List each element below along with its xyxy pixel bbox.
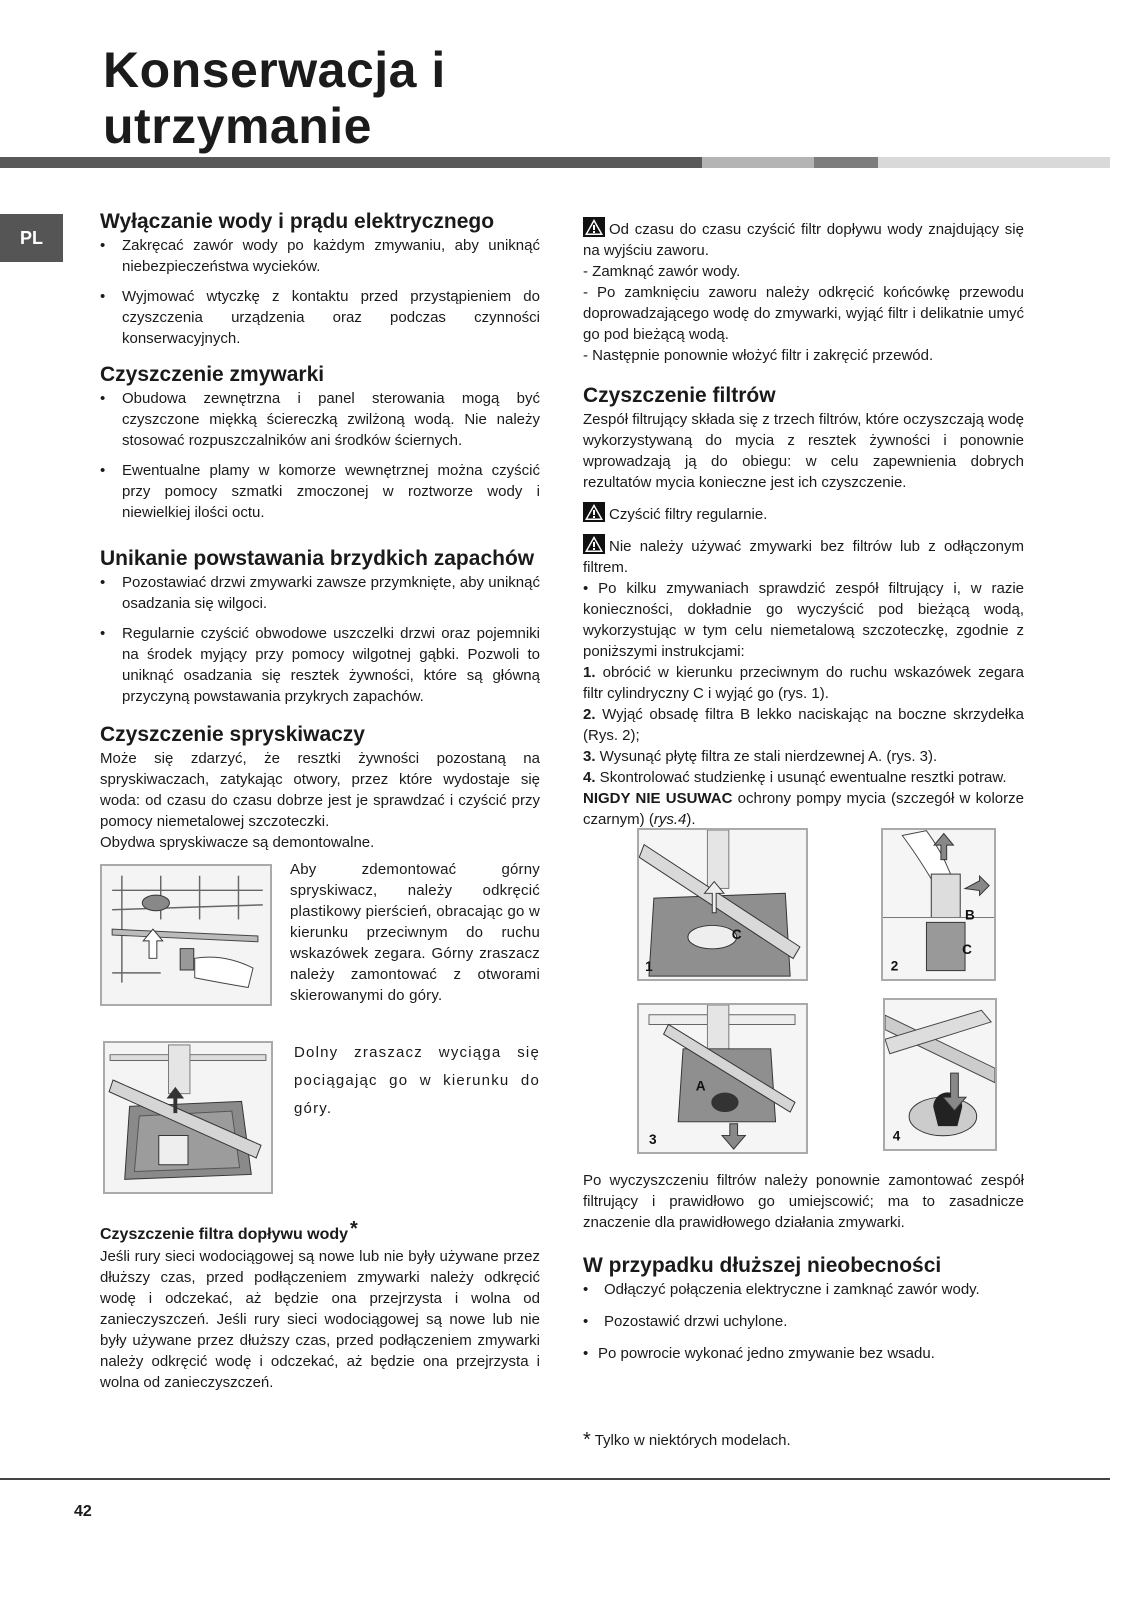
list-item: • Ewentualne plamy w komorze wewnętrznej można czyścić przy pomocy szmatki zmoczonej w roztworze wody i niewielkiej ilości octu. bbox=[100, 460, 540, 523]
filter-step-3: 3. Wysunąć płytę filtra ze stali nierdzewnej A. (rys. 3). bbox=[583, 748, 938, 765]
asterisk: * bbox=[583, 1429, 591, 1451]
filter-c-label: C bbox=[731, 927, 742, 943]
footer-rule bbox=[0, 1478, 1110, 1480]
section-title-inlet-filter: Czyszczenie filtra dopływu wody * bbox=[100, 1218, 358, 1243]
filter-step-1: 1. obrócić w kierunku przeciwnym do ruchu wskazówek zegara filtr cylindryczny C i wyjąć go (rys. 1). bbox=[583, 664, 1024, 702]
header-bar-pale bbox=[878, 157, 1110, 168]
filter-step-2: 2. Wyjąć obsadę filtra B lekko naciskając na boczne skrzydełka (Rys. 2); bbox=[583, 706, 1024, 744]
title-line-2: utrzymanie bbox=[103, 98, 372, 154]
filters-intro: Zespół filtrujący składa się z trzech filtrów, które oczyszczają wodę wykorzystywaną do mycia z resztek żywności i ponownie wprowadzają ją do obiegu: w celu zapewnienia dobrych rezultatów mycia konieczne jest ich czyszczenie. bbox=[583, 411, 1024, 491]
list-item: • Regularnie czyścić obwodowe uszczelki drzwi oraz pojemniki na środek myjący przy pomocy wilgotnej gąbki. Pozwoli to uniknąć osadzania się resztek żywności, które są główną przyczyną powstawania przykrych zapachów. bbox=[100, 623, 540, 707]
step-reinsert-filter: - Następnie ponownie włożyć filtr i zakręcić przewód. bbox=[583, 347, 934, 364]
upper-spray-arm-text: Aby zdemontować górny spryskiwacz, należy odkręcić plastikowy pierścień, obracając go w kierunku przeciwnym do ruchu wskazówek zegara. Górny zraszacz należy zamontować z otworami skierowanymi do góry. bbox=[290, 861, 540, 1004]
filter-step-4: 4. Skontrolować studzienkę i usunąć ewentualne resztki potraw. NIGDY NIE USUWAC ochrony pompy mycia (szczegół w kolorze czarnym) (rys.4). bbox=[583, 769, 1024, 828]
list-item: • Odłączyć połączenia elektryczne i zamknąć zawór wody. bbox=[583, 1279, 1024, 1300]
warning-clean-filters: Czyścić filtry regularnie. bbox=[583, 502, 1024, 525]
warning-no-filters: Nie należy używać zmywarki bez filtrów lub z odłączonym filtrem. bbox=[583, 534, 1024, 578]
asterisk: * bbox=[350, 1218, 358, 1240]
footnote: * Tylko w niektórych modelach. bbox=[583, 1429, 791, 1451]
list-item: • Zakręcać zawór wody po każdym zmywaniu, aby uniknąć niebezpieczeństwa wycieków. bbox=[100, 235, 540, 277]
after-cleaning-text: Po wyczyszczeniu filtrów należy ponownie zamontować zespół filtrujący i prawidłowo go umiejscowić; ma to zasadnicze znaczenie dla prawidłowego działania zmywarki. bbox=[583, 1172, 1024, 1231]
right-column-lower bbox=[583, 1170, 1024, 1364]
filter-figure-3 bbox=[637, 1003, 808, 1154]
inlet-filter-section bbox=[100, 1218, 540, 1393]
warning-icon bbox=[583, 534, 605, 554]
figure-number: 4 bbox=[892, 1128, 901, 1144]
page-title bbox=[103, 42, 446, 154]
header-bar-dark bbox=[0, 157, 702, 168]
filter-b-label: B bbox=[965, 907, 975, 923]
section-title-absence: W przypadku dłuższej nieobecności bbox=[583, 1254, 942, 1277]
list-item: • Po powrocie wykonać jedno zmywanie bez wsadu. bbox=[583, 1343, 1024, 1364]
section-title-filters: Czyszczenie filtrów bbox=[583, 384, 776, 407]
spray-arms-text: Może się zdarzyć, że resztki żywności pozostaną na spryskiwaczach, zatykając otwory, przez które wydostaje się woda: od czasu do czasu dobrze jest je sprawdzać i czyścić przy pomocy niemetalowej szczoteczki. bbox=[100, 750, 540, 830]
language-tab: PL bbox=[0, 214, 63, 262]
header-bar-mid bbox=[814, 157, 878, 168]
lower-spray-arm-text: Dolny zraszacz wyciąga się pociągając go w kierunku do góry. bbox=[294, 1044, 540, 1117]
header-bar-light bbox=[702, 157, 814, 168]
page-number: 42 bbox=[74, 1503, 92, 1520]
figure-number: 3 bbox=[649, 1132, 657, 1148]
inlet-filter-text: Jeśli rury sieci wodociągowej są nowe lub nie były używane przez dłuższy czas, przed podłączeniem zmywarki należy odkręcić wodę i odczekać, aż będzie ona przejrzysta i wolna od zanieczyszczeń. Jeśli rury sieci wodociągowej są nowe lub nie były używane przez dłuższy czas, przed podłączeniem zmywarki należy odkręcić wodę i odczekać, aż będzie ona przejrzysta i wolna od zanieczyszczeń. bbox=[100, 1248, 540, 1391]
warning-icon bbox=[583, 502, 605, 522]
filter-figure-4 bbox=[883, 998, 997, 1151]
section-title-odours: Unikanie powstawania brzydkich zapachów bbox=[100, 547, 535, 570]
lower-spray-arm-illustration bbox=[103, 1041, 273, 1194]
left-column bbox=[100, 209, 540, 853]
list-item: • Obudowa zewnętrzna i panel sterowania mogą być czyszczone miękką ściereczką zwilżoną wodą. Nie należy stosować rozpuszczalników ani środków ściernych. bbox=[100, 388, 540, 451]
warning-inlet-filter: Od czasu do czasu czyścić filtr dopływu wody znajdujący się na wyjściu zaworu. bbox=[583, 217, 1024, 261]
step-close-valve: - Zamknąć zawór wody. bbox=[583, 263, 741, 280]
list-item: • Pozostawić drzwi uchylone. bbox=[583, 1311, 1024, 1332]
spray-arms-removable: Obydwa spryskiwacze są demontowalne. bbox=[100, 834, 375, 851]
filter-figure-1 bbox=[637, 828, 808, 981]
section-title-cleaning: Czyszczenie zmywarki bbox=[100, 363, 325, 386]
upper-spray-arm-illustration bbox=[100, 864, 272, 1006]
right-column bbox=[583, 217, 1024, 830]
list-item: • Pozostawiać drzwi zmywarki zawsze przymknięte, aby uniknąć osadzania się wilgoci. bbox=[100, 572, 540, 614]
figure-number: 1 bbox=[645, 959, 653, 975]
figure-number: 2 bbox=[890, 958, 899, 974]
warning-icon bbox=[583, 217, 605, 237]
filter-figure-2 bbox=[881, 828, 996, 981]
section-title-spray-arms: Czyszczenie spryskiwaczy bbox=[100, 723, 365, 746]
list-item: • Wyjmować wtyczkę z kontaktu przed przystąpieniem do czyszczenia urządzenia oraz podczas czynności konserwacyjnych. bbox=[100, 286, 540, 349]
filter-c-label: C bbox=[962, 942, 972, 958]
section-title-water-power: Wyłączanie wody i prądu elektrycznego bbox=[100, 210, 495, 233]
filters-check-text: • Po kilku zmywaniach sprawdzić zespół filtrujący i, w razie konieczności, dokładnie go wyczyścić pod bieżącą wodą, wykorzystując w tym celu niemetalową szczoteczkę, zgodnie z poniższymi instrukcjami: bbox=[583, 580, 1024, 660]
filter-a-label: A bbox=[695, 1078, 706, 1094]
title-line-1: Konserwacja i bbox=[103, 42, 446, 98]
step-unscrew-hose: - Po zamknięciu zaworu należy odkręcić końcówkę przewodu doprowadzającego wodę do zmywarki, wyjąć filtr i delikatnie umyć go pod bieżącą wodą. bbox=[583, 284, 1024, 343]
